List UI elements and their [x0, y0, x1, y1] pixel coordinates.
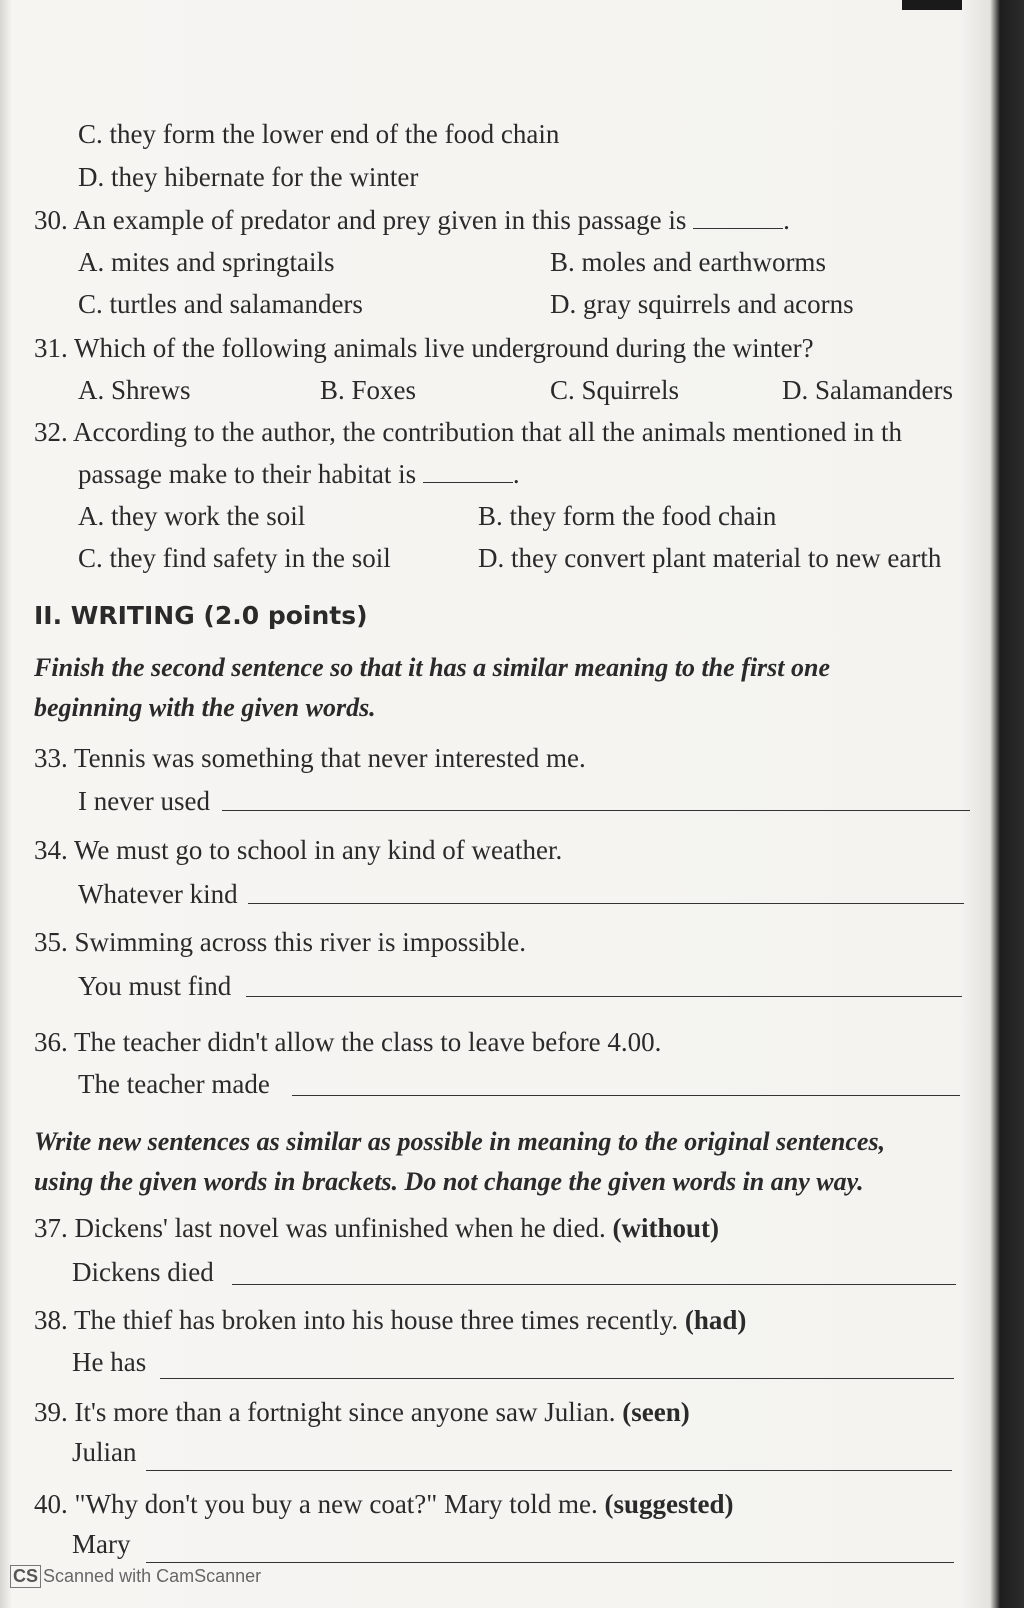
q39-prompt: Julian — [72, 1437, 137, 1467]
q33-prompt: I never used — [78, 786, 210, 816]
instruction-2-line2: using the given words in brackets. Do not change the given words in any way. — [34, 1167, 864, 1196]
q36-answer-line[interactable] — [292, 1095, 960, 1096]
q39-answer-line[interactable] — [146, 1470, 952, 1471]
q34-sentence: 34. We must go to school in any kind of weather. — [34, 835, 563, 865]
q36-prompt: The teacher made — [78, 1069, 270, 1099]
instruction-1-line1: Finish the second sentence so that it has a similar meaning to the first one — [34, 653, 831, 682]
q37-prompt: Dickens died — [72, 1257, 214, 1287]
q38-prompt: He has — [72, 1347, 147, 1377]
q32-option-b: B. they form the food chain — [478, 501, 777, 531]
q32-option-a: A. they work the soil — [78, 501, 306, 531]
q31-option-d: D. Salamanders — [782, 375, 953, 405]
section-heading-writing: II. WRITING (2.0 points) — [34, 601, 368, 630]
q40-keyword: (suggested) — [604, 1489, 734, 1519]
q29-option-c: C. they form the lower end of the food chain — [78, 119, 560, 149]
q30-option-d: D. gray squirrels and acorns — [550, 289, 854, 319]
q29-option-d: D. they hibernate for the winter — [78, 162, 419, 192]
q38-sentence: 38. The thief has broken into his house three times recently. (had) — [34, 1305, 747, 1335]
q30-option-a: A. mites and springtails — [78, 247, 335, 277]
q40-answer-line[interactable] — [146, 1562, 954, 1563]
q33-answer-line[interactable] — [222, 810, 970, 811]
q32-blank[interactable] — [423, 464, 513, 483]
q37-keyword: (without) — [612, 1213, 719, 1243]
q38-keyword: (had) — [684, 1305, 747, 1335]
q32-stem-line2: passage make to their habitat is . — [78, 459, 520, 489]
q31-option-c: C. Squirrels — [550, 375, 680, 405]
q35-sentence: 35. Swimming across this river is impossible. — [34, 927, 526, 957]
q34-answer-line[interactable] — [248, 903, 964, 904]
camscanner-watermark: CS Scanned with CamScanner — [10, 1565, 261, 1588]
q40-sentence: 40. "Why don't you buy a new coat?" Mary told me. (suggested) — [34, 1489, 734, 1519]
q40-prompt: Mary — [72, 1529, 131, 1559]
q31-option-a: A. Shrews — [78, 375, 191, 405]
q39-keyword: (seen) — [622, 1397, 690, 1427]
instruction-1-line2: beginning with the given words. — [34, 693, 376, 722]
q35-prompt: You must find — [78, 971, 232, 1001]
q36-sentence: 36. The teacher didn't allow the class to leave before 4.00. — [34, 1027, 662, 1057]
q32-option-d: D. they convert plant material to new earth — [478, 543, 942, 573]
q35-answer-line[interactable] — [246, 996, 962, 997]
q30-option-c: C. turtles and salamanders — [78, 289, 363, 319]
q33-sentence: 33. Tennis was something that never interested me. — [34, 743, 586, 773]
q37-sentence: 37. Dickens' last novel was unfinished when he died. (without) — [34, 1213, 719, 1243]
q37-answer-line[interactable] — [232, 1284, 956, 1285]
q34-prompt: Whatever kind — [78, 879, 238, 909]
camscanner-logo-icon: CS — [10, 1565, 41, 1588]
q31-option-b: B. Foxes — [320, 375, 417, 405]
q39-sentence: 39. It's more than a fortnight since anyone saw Julian. (seen) — [34, 1397, 690, 1427]
q30-blank[interactable] — [693, 210, 783, 229]
q32-stem-line1: 32. According to the author, the contribution that all the animals mentioned in th — [34, 417, 902, 447]
q31-stem: 31. Which of the following animals live underground during the winter? — [34, 333, 814, 363]
q30-stem: 30. An example of predator and prey given in this passage is . — [34, 205, 790, 235]
scan-edge-mark — [902, 0, 962, 10]
q38-answer-line[interactable] — [160, 1378, 954, 1379]
q30-option-b: B. moles and earthworms — [550, 247, 826, 277]
instruction-2-line1: Write new sentences as similar as possible in meaning to the original sentences, — [34, 1127, 886, 1156]
q32-option-c: C. they find safety in the soil — [78, 543, 391, 573]
